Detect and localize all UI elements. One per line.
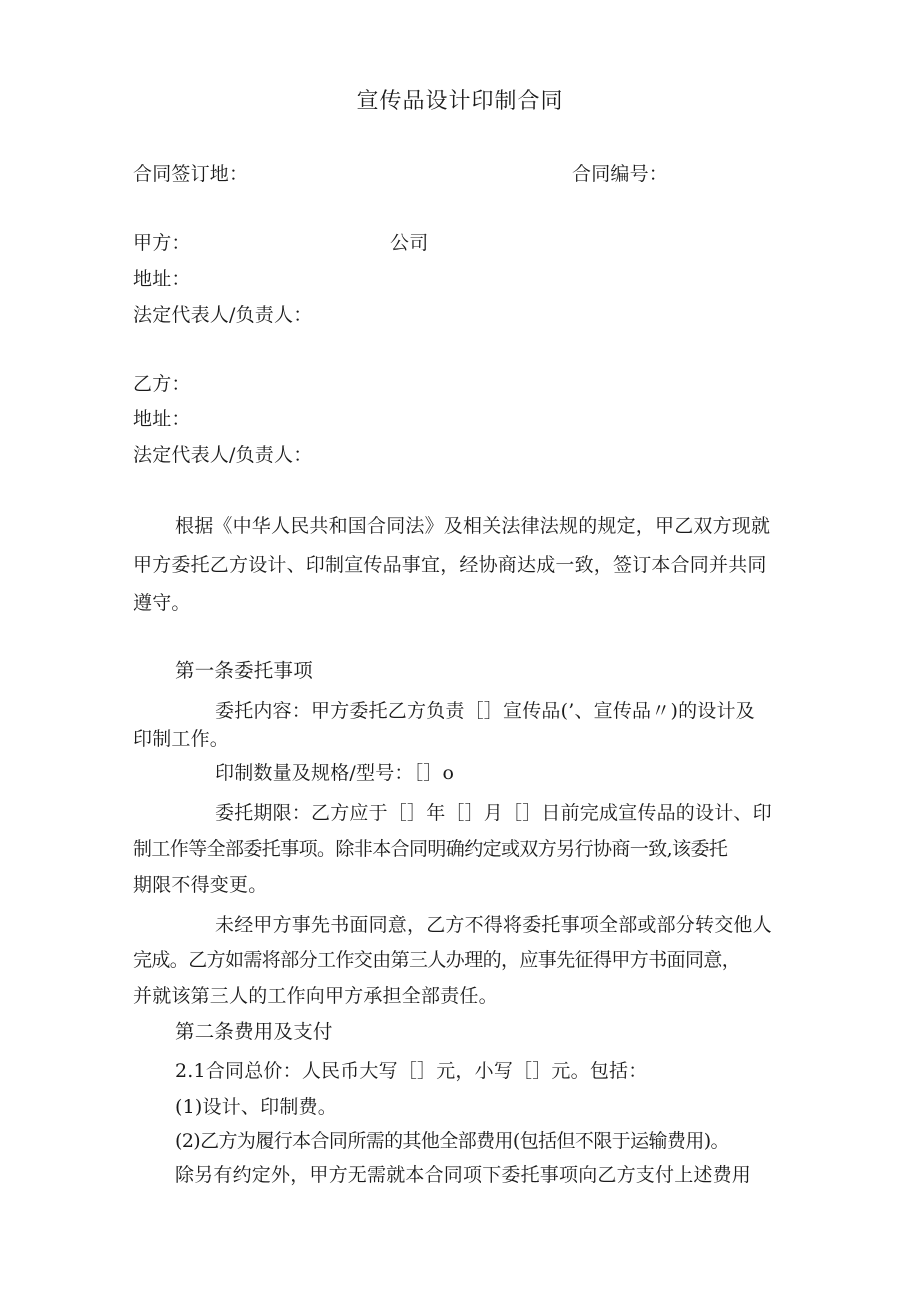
party-a-company-suffix: 公司	[390, 232, 429, 254]
party-a-representative-label: 法定代表人/负责人：	[133, 304, 313, 326]
article-1-content-line: 委托内容：甲方委托乙方负责［］宣传品(’、宣传品〃)的设计及	[215, 700, 755, 722]
article-1-quantity: 印制数量及规格/型号：［］o	[215, 762, 455, 784]
preamble-line: 根据《中华人民共和国合同法》及相关法律法规的规定，甲乙双方现就	[175, 515, 771, 537]
signing-place-label: 合同签订地：	[133, 163, 249, 185]
article-1-period-line: 制工作等全部委托事项。除非本合同明确约定或双方另行协商一致,该委托	[133, 838, 728, 860]
article-1-period-line: 期限不得变更。	[133, 874, 268, 896]
contract-title: 宣传品设计印制合同	[356, 89, 564, 114]
preamble-line: 甲方委托乙方设计、印制宣传品事宜，经协商达成一致，签订本合同并共同	[133, 554, 767, 576]
party-a-address-label: 地址：	[133, 268, 191, 290]
article-2-total: 2.1合同总价：人民币大写［］元，小写［］元。包括：	[175, 1060, 648, 1082]
article-2-heading: 第二条费用及支付	[175, 1020, 333, 1043]
contract-number-label: 合同编号：	[572, 163, 669, 185]
party-b-address-label: 地址：	[133, 408, 191, 430]
party-b-label: 乙方：	[133, 373, 191, 395]
article-1-period-line: 委托期限：乙方应于［］年［］月［］日前完成宣传品的设计、印	[215, 802, 772, 824]
preamble-line: 遵守。	[133, 592, 191, 614]
party-a-label: 甲方：	[133, 232, 191, 254]
article-1-subcontract-line: 未经甲方事先书面同意，乙方不得将委托事项全部或部分转交他人	[215, 914, 772, 936]
article-2-item: (1)设计、印制费。	[175, 1096, 337, 1118]
article-2-note: 除另有约定外，甲方无需就本合同项下委托事项向乙方支付上述费用	[175, 1164, 752, 1186]
article-1-subcontract-line: 完成。乙方如需将部分工作交由第三人办理的，应事先征得甲方书面同意，	[133, 949, 741, 971]
article-1-heading: 第一条委托事项	[175, 659, 313, 682]
article-1-content-line: 印制工作。	[133, 728, 230, 750]
article-1-subcontract-line: 并就该第三人的工作向甲方承担全部责任。	[133, 985, 498, 1007]
party-b-representative-label: 法定代表人/负责人：	[133, 444, 313, 466]
article-2-item: (2)乙方为履行本合同所需的其他全部费用(包括但不限于运输费用)。	[175, 1130, 729, 1152]
